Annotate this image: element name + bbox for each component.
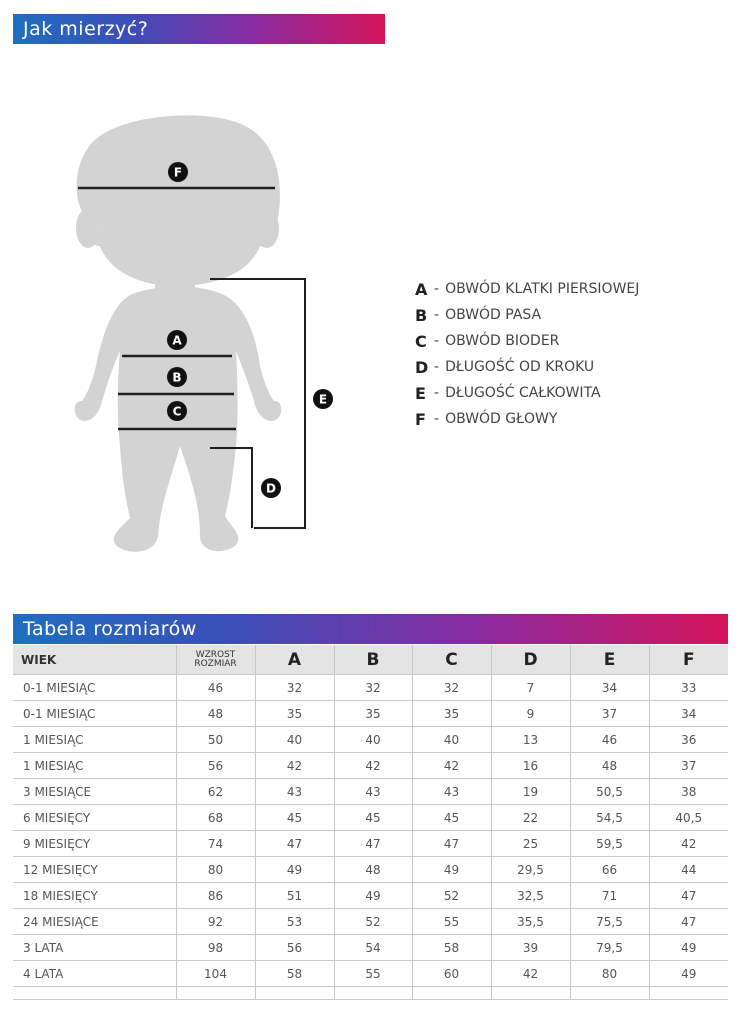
measurement-cell: 34 [649, 701, 728, 727]
legend-item-f: F - OBWÓD GŁOWY [415, 409, 558, 429]
measurement-cell: 80 [570, 961, 649, 987]
measurement-cell: 75,5 [570, 909, 649, 935]
svg-text:B: B [172, 370, 182, 385]
measurement-cell: 35 [255, 701, 334, 727]
measurement-cell: 13 [491, 727, 570, 753]
height-cell: 56 [176, 753, 255, 779]
measurement-cell: 35 [412, 701, 491, 727]
legend-item-a: A - OBWÓD KLATKI PIERSIOWEJ [415, 279, 640, 299]
age-cell: 9 MIESIĘCY [13, 831, 176, 857]
measurement-legend [415, 276, 639, 432]
marker-c [167, 401, 187, 421]
measurement-cell: 34 [570, 675, 649, 701]
table-row [13, 961, 728, 987]
measurement-cell: 49 [255, 857, 334, 883]
child-figure [60, 96, 350, 566]
measurement-cell: 47 [649, 883, 728, 909]
measurement-cell: 37 [649, 753, 728, 779]
height-cell: 46 [176, 675, 255, 701]
height-cell: 48 [176, 701, 255, 727]
measurement-cell: 37 [570, 701, 649, 727]
measurement-cell: 40 [412, 727, 491, 753]
legend-letter: F [415, 409, 426, 429]
marker-e [313, 389, 333, 409]
age-cell: 18 MIESIĘCY [13, 883, 176, 909]
measurement-cell: 53 [255, 909, 334, 935]
how-to-measure-title: Jak mierzyć? [23, 18, 149, 40]
measurement-cell: 32 [334, 675, 412, 701]
height-cell: 62 [176, 779, 255, 805]
height-cell: 98 [176, 935, 255, 961]
measurement-cell: 52 [412, 883, 491, 909]
age-cell: 6 MIESIĘCY [13, 805, 176, 831]
height-cell: 68 [176, 805, 255, 831]
table-row [13, 909, 728, 935]
age-cell: 1 MIESIĄC [13, 727, 176, 753]
table-row [13, 805, 728, 831]
svg-text:C: C [172, 404, 182, 419]
measurement-cell: 46 [570, 727, 649, 753]
measurement-cell: 48 [570, 753, 649, 779]
measurement-cell: 60 [412, 961, 491, 987]
measurement-cell: 51 [255, 883, 334, 909]
svg-text:D: D [266, 481, 276, 496]
measurement-cell: 54 [334, 935, 412, 961]
legend-text: OBWÓD GŁOWY [445, 411, 558, 427]
measurement-cell: 42 [491, 961, 570, 987]
measurement-cell: 48 [334, 857, 412, 883]
header-age: WIEK [13, 645, 176, 675]
legend-text: OBWÓD PASA [445, 307, 542, 323]
size-table-title: Tabela rozmiarów [23, 618, 197, 640]
legend-item-e: E - DŁUGOŚĆ CAŁKOWITA [415, 383, 601, 403]
height-cell: 92 [176, 909, 255, 935]
measurement-cell: 32,5 [491, 883, 570, 909]
measurement-cell: 19 [491, 779, 570, 805]
measurement-cell: 43 [334, 779, 412, 805]
measurement-cell: 22 [491, 805, 570, 831]
size-table-banner [13, 614, 728, 644]
table-row [13, 675, 728, 701]
how-to-measure-banner [13, 14, 385, 44]
height-cell: 50 [176, 727, 255, 753]
table-header-row [13, 645, 728, 675]
header-col-b: B [334, 645, 412, 675]
legend-letter: C [415, 331, 427, 351]
measurement-cell: 35,5 [491, 909, 570, 935]
measurement-cell: 38 [649, 779, 728, 805]
measurement-cell: 43 [412, 779, 491, 805]
marker-a [167, 330, 187, 350]
age-cell: 0-1 MIESIĄC [13, 701, 176, 727]
svg-text:E: E [318, 392, 328, 407]
measurement-cell: 40 [334, 727, 412, 753]
legend-item-b: B - OBWÓD PASA [415, 305, 542, 325]
table-row [13, 701, 728, 727]
measurement-cell: 35 [334, 701, 412, 727]
measurement-cell: 54,5 [570, 805, 649, 831]
age-cell: 24 MIESIĄCE [13, 909, 176, 935]
age-cell: 3 MIESIĄCE [13, 779, 176, 805]
table-row [13, 935, 728, 961]
table-row [13, 753, 728, 779]
svg-text:F: F [173, 165, 183, 180]
legend-text: DŁUGOŚĆ OD KROKU [445, 359, 595, 375]
height-cell: 104 [176, 961, 255, 987]
table-row [13, 831, 728, 857]
measurement-cell: 49 [412, 857, 491, 883]
header-col-a: A [255, 645, 334, 675]
measurement-cell: 25 [491, 831, 570, 857]
measurement-cell: 40,5 [649, 805, 728, 831]
measurement-cell: 55 [334, 961, 412, 987]
measurement-cell: 49 [649, 935, 728, 961]
measurement-cell: 79,5 [570, 935, 649, 961]
size-table-body [13, 675, 728, 1000]
marker-b [167, 367, 187, 387]
header-col-e: E [570, 645, 649, 675]
header-height: WZROST ROZMIAR [176, 645, 255, 675]
measurement-cell: 50,5 [570, 779, 649, 805]
table-row [13, 727, 728, 753]
measurement-cell: 47 [649, 909, 728, 935]
measurement-cell: 36 [649, 727, 728, 753]
legend-letter: B [415, 305, 428, 325]
measurement-cell: 45 [334, 805, 412, 831]
measurement-cell: 59,5 [570, 831, 649, 857]
height-cell: 80 [176, 857, 255, 883]
measurement-cell: 32 [412, 675, 491, 701]
measurement-cell: 45 [412, 805, 491, 831]
legend-letter: A [415, 279, 428, 299]
measurement-cell: 33 [649, 675, 728, 701]
measurement-cell: 42 [649, 831, 728, 857]
table-row [13, 883, 728, 909]
measurement-cell: 66 [570, 857, 649, 883]
table-row [13, 857, 728, 883]
measurement-cell: 42 [412, 753, 491, 779]
measurement-cell: 71 [570, 883, 649, 909]
marker-d [261, 478, 281, 498]
measurement-cell: 47 [412, 831, 491, 857]
legend-text: OBWÓD BIODER [445, 333, 560, 349]
measurement-cell: 45 [255, 805, 334, 831]
measurement-cell: 52 [334, 909, 412, 935]
header-col-d: D [491, 645, 570, 675]
age-cell: 0-1 MIESIĄC [13, 675, 176, 701]
measurement-cell: 55 [412, 909, 491, 935]
legend-text: OBWÓD KLATKI PIERSIOWEJ [445, 281, 640, 297]
legend-item-d: D - DŁUGOŚĆ OD KROKU [415, 357, 595, 377]
measurement-cell: 47 [255, 831, 334, 857]
measurement-cell: 49 [649, 961, 728, 987]
measurement-cell: 32 [255, 675, 334, 701]
height-cell: 86 [176, 883, 255, 909]
legend-letter: D [415, 357, 429, 377]
measurement-cell: 47 [334, 831, 412, 857]
age-cell: 12 MIESIĘCY [13, 857, 176, 883]
marker-f [168, 162, 188, 182]
measurement-cell: 40 [255, 727, 334, 753]
measurement-cell: 49 [334, 883, 412, 909]
measurement-cell: 58 [255, 961, 334, 987]
age-cell: 1 MIESIĄC [13, 753, 176, 779]
svg-text:A: A [172, 333, 182, 348]
height-cell: 74 [176, 831, 255, 857]
header-col-c: C [412, 645, 491, 675]
measurement-cell: 58 [412, 935, 491, 961]
measurement-cell: 16 [491, 753, 570, 779]
measurement-cell: 7 [491, 675, 570, 701]
age-cell: 3 LATA [13, 935, 176, 961]
age-cell: 4 LATA [13, 961, 176, 987]
measurement-cell: 42 [255, 753, 334, 779]
measurement-cell: 9 [491, 701, 570, 727]
measurement-cell: 39 [491, 935, 570, 961]
legend-item-c: C - OBWÓD BIODER [415, 331, 560, 351]
legend-text: DŁUGOŚĆ CAŁKOWITA [445, 385, 601, 401]
size-table [13, 645, 728, 1000]
legend-letter: E [415, 383, 426, 403]
table-row [13, 779, 728, 805]
header-col-f: F [649, 645, 728, 675]
measurement-cell: 42 [334, 753, 412, 779]
measurement-cell: 44 [649, 857, 728, 883]
measurement-cell: 43 [255, 779, 334, 805]
measurement-cell: 29,5 [491, 857, 570, 883]
table-spacer-row [13, 987, 728, 1000]
measurement-cell: 56 [255, 935, 334, 961]
